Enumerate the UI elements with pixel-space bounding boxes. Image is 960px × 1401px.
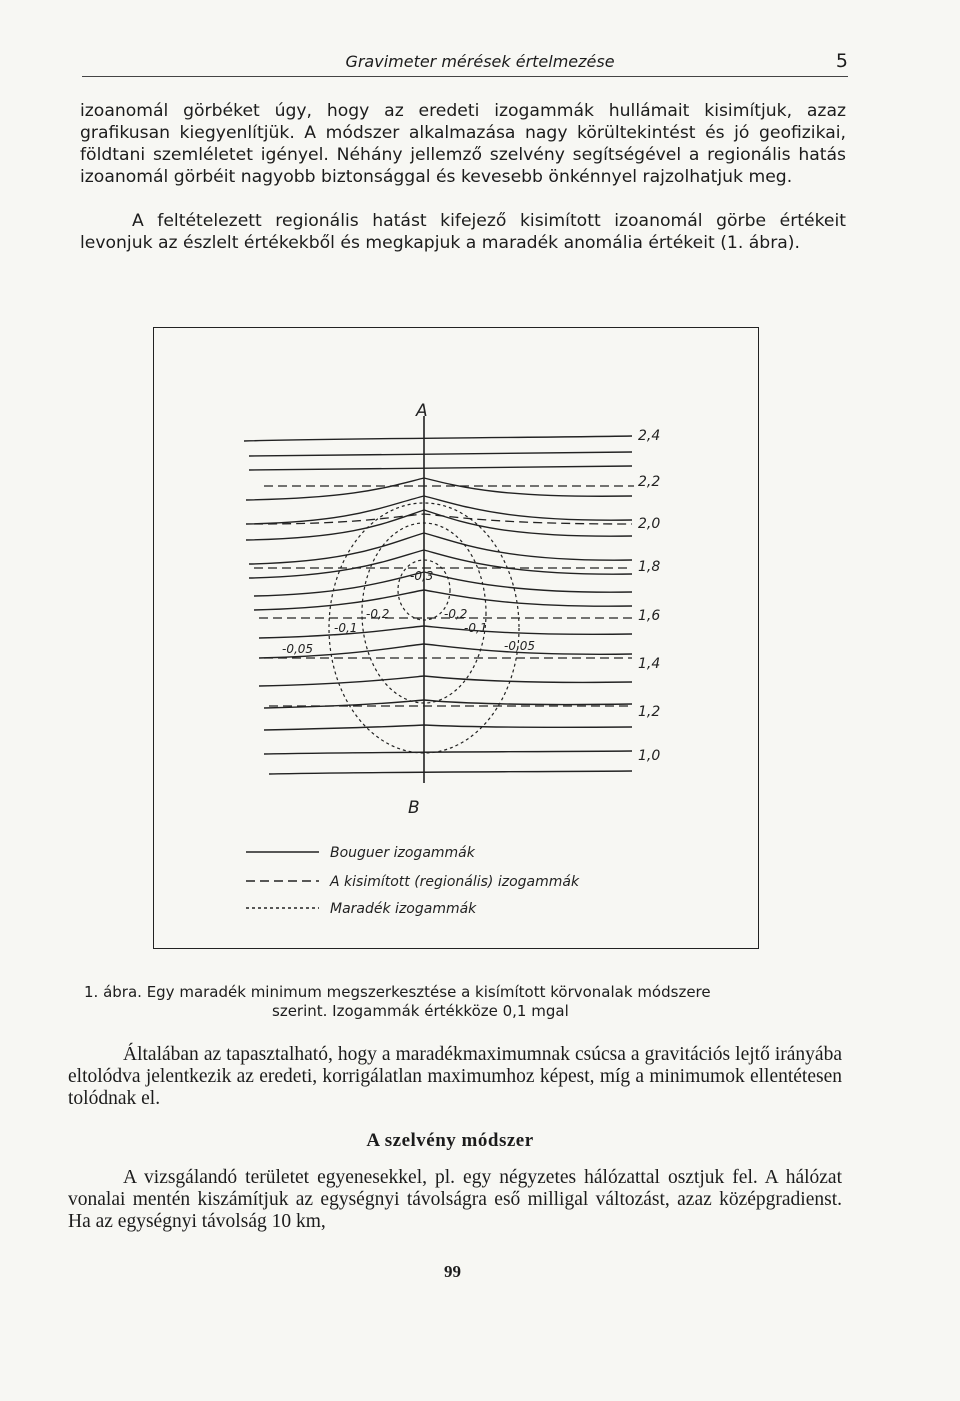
contour-value-label: 2,4 [638, 428, 661, 444]
bouguer-contours [244, 436, 632, 774]
contour-value-label: 1,4 [638, 656, 661, 672]
intro-line: azaz grafikusan kiegyenlítjük. A módszer alkalmazása nagy körültekintést [80, 101, 846, 143]
caption-line: 1. ábra. Egy maradék minimum megszerkesztése a kisímított körvonalak módszere [84, 983, 711, 1001]
bouguer-contour-line [269, 771, 632, 774]
bouguer-contour-line [249, 550, 632, 578]
running-header-title: Gravimeter mérések értelmezése [345, 52, 615, 71]
bouguer-contour-line [264, 725, 632, 730]
residual-value-label: -0,05 [504, 639, 536, 653]
residual-value-labels [282, 569, 535, 656]
bouguer-contour-line [259, 626, 632, 638]
bouguer-contour-line [264, 751, 632, 754]
fourth-line: osztjuk fel. A hálózat vonalai mentén kiszámítjuk az egységnyi távolságra [68, 1167, 843, 1210]
legend-label-regional: A kisimított (regionális) izogammák [330, 874, 580, 890]
caption-line: szerint. Izogammák értékköze 0,1 mgal [272, 1002, 569, 1020]
fourth-paragraph [68, 1167, 842, 1233]
contour-value-labels [638, 428, 660, 764]
running-header-page-number: 5 [835, 50, 848, 72]
bouguer-contour-line [264, 700, 632, 708]
third-line: gravitációs lejtő irányába eltolódva jelentkezik az eredeti, korrigálatlan [68, 1044, 842, 1087]
third-line: maximumhoz képest, míg a minimumok ellentétesen tolódnak el. [68, 1066, 842, 1109]
bouguer-contour-line [246, 496, 632, 524]
intro-line: és kevesebb önkénnyel rajzolhatjuk meg. [435, 167, 793, 187]
bouguer-contour-line [244, 436, 632, 441]
contour-value-label: 2,0 [638, 516, 661, 532]
bouguer-contour-line [249, 452, 632, 456]
residual-value-label: -0,2 [366, 607, 390, 621]
contour-map [154, 328, 760, 950]
figure-1 [153, 327, 759, 949]
contour-value-label: 1,8 [638, 559, 661, 575]
third-paragraph [68, 1044, 842, 1110]
intro-line: segítségével a regionális hatás izoanomál görbéit nagyobb biztonsággal [80, 145, 846, 187]
residual-value-label: -0,1 [334, 621, 358, 635]
intro-line: izoanomál görbéket úgy, hogy az eredeti izogammák hullámait kisimítjuk, [80, 101, 793, 121]
profile-label-b: B [408, 798, 420, 818]
bouguer-contour-line [259, 676, 632, 686]
second-line: értékeit levonjuk az észlelt értékekből és megkapjuk a maradék anomália [80, 211, 847, 253]
footer-page-number: 99 [444, 1262, 461, 1281]
contour-value-label: 1,0 [638, 748, 661, 764]
section-heading: A szelvény módszer [366, 1130, 534, 1151]
intro-line: és jó geofizikai, földtani szemléletet igényel. Néhány jellemző szelvény [80, 123, 847, 165]
residual-value-label: -0,1 [464, 621, 488, 635]
figure-legend [246, 845, 580, 917]
residual-value-label: -0,3 [410, 569, 434, 583]
fourth-line: A vizsgálandó területet egyenesekkel, pl. egy négyzetes hálózattal [123, 1167, 660, 1188]
intro-paragraph [80, 100, 846, 188]
second-paragraph [80, 210, 846, 254]
bouguer-contour-line [254, 572, 632, 596]
header-rule [82, 76, 848, 77]
legend-label-residual: Maradék izogammák [330, 901, 477, 917]
residual-value-label: -0,05 [282, 642, 314, 656]
figure-caption [84, 983, 846, 1021]
residual-value-label: -0,2 [444, 607, 468, 621]
bouguer-contour-line [249, 466, 632, 470]
contour-value-label: 1,2 [638, 704, 661, 720]
bouguer-contour-line [259, 644, 632, 658]
legend-label-bouguer: Bouguer izogammák [330, 845, 475, 861]
profile-label-a: A [416, 401, 428, 421]
contour-value-label: 2,2 [638, 474, 661, 490]
bouguer-contour-line [246, 510, 632, 540]
fourth-line: eső milligal változást, azaz középgradienst. Ha az egységnyi távolság 10 km, [68, 1189, 842, 1232]
second-line: A feltételezett regionális hatást kifejező kisimított izoanomál görbe [132, 211, 767, 231]
third-line: Általában az tapasztalható, hogy a maradékmaximumnak csúcsa a [123, 1044, 640, 1065]
contour-value-label: 1,6 [638, 608, 661, 624]
second-line: értékeit (1. ábra). [648, 233, 800, 253]
bouguer-contour-line [246, 478, 632, 500]
